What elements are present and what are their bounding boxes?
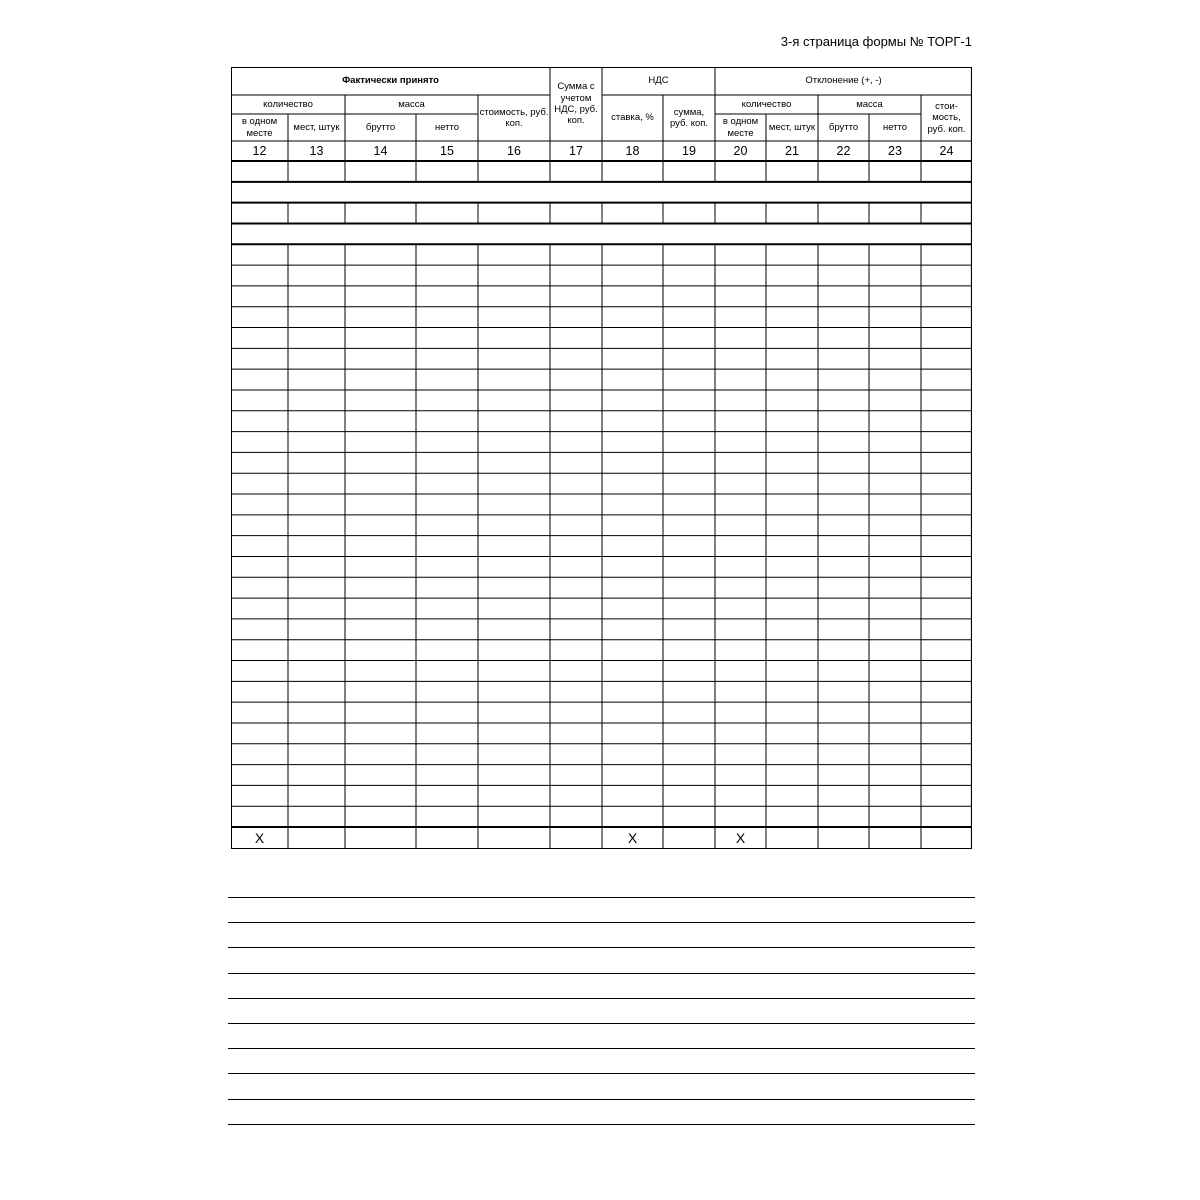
- column-number: 24: [939, 143, 954, 158]
- column-number: 13: [309, 143, 324, 158]
- header-deviation-mass: масса: [856, 98, 883, 110]
- goods-receipt-table: [231, 67, 972, 849]
- column-number: 18: [625, 143, 640, 158]
- header-deviation-per-place: в одном месте: [722, 116, 759, 139]
- column-number: 20: [733, 143, 748, 158]
- page-title: 3-я страница формы № ТОРГ-1: [780, 34, 972, 49]
- note-line: [228, 1099, 975, 1100]
- header-deviation-cost: стои- мость, руб. коп.: [927, 100, 966, 135]
- header-vat-rate: ставка, %: [611, 112, 654, 124]
- column-number: 22: [836, 143, 851, 158]
- note-line: [228, 897, 975, 898]
- header-per-place: в одном месте: [241, 116, 278, 139]
- header-vat: НДС: [648, 75, 669, 87]
- column-number: 21: [785, 143, 799, 158]
- note-line: [228, 1048, 975, 1049]
- column-number: 19: [682, 143, 696, 158]
- note-line: [228, 973, 975, 974]
- column-number: 17: [569, 143, 583, 158]
- totals-mark-col12: X: [254, 829, 265, 846]
- header-deviation-quantity: количество: [741, 98, 792, 110]
- header-gross: брутто: [365, 121, 396, 133]
- header-actually-received: Фактически принято: [342, 75, 439, 87]
- header-deviation-gross: брутто: [828, 121, 859, 133]
- note-line: [228, 998, 975, 999]
- note-line: [228, 1124, 975, 1125]
- header-deviation-net: нетто: [882, 121, 908, 133]
- header-quantity: количество: [263, 98, 313, 110]
- note-line: [228, 1023, 975, 1024]
- header-mass: масса: [398, 98, 425, 110]
- header-places-pieces: мест, штук: [293, 121, 340, 133]
- column-number: 23: [888, 143, 902, 158]
- totals-mark-col18: X: [627, 829, 638, 846]
- column-number: 12: [252, 143, 267, 158]
- note-line: [228, 1073, 975, 1074]
- header-deviation: Отклонение (+, -): [805, 75, 882, 87]
- column-number: 16: [507, 143, 521, 158]
- table-grid-lines: [231, 67, 972, 849]
- header-sum-with-vat: Сумма с учетом НДС, руб. коп.: [554, 81, 598, 127]
- column-number: 15: [440, 143, 454, 158]
- note-line: [228, 947, 975, 948]
- header-cost: стоимость, руб. коп.: [479, 106, 549, 129]
- totals-mark-col20: X: [735, 829, 746, 846]
- header-net: нетто: [434, 121, 460, 133]
- header-deviation-places-pieces: мест, штук: [768, 121, 816, 133]
- header-vat-sum: сумма, руб. коп.: [669, 106, 709, 129]
- note-line: [228, 922, 975, 923]
- column-number: 14: [373, 143, 388, 158]
